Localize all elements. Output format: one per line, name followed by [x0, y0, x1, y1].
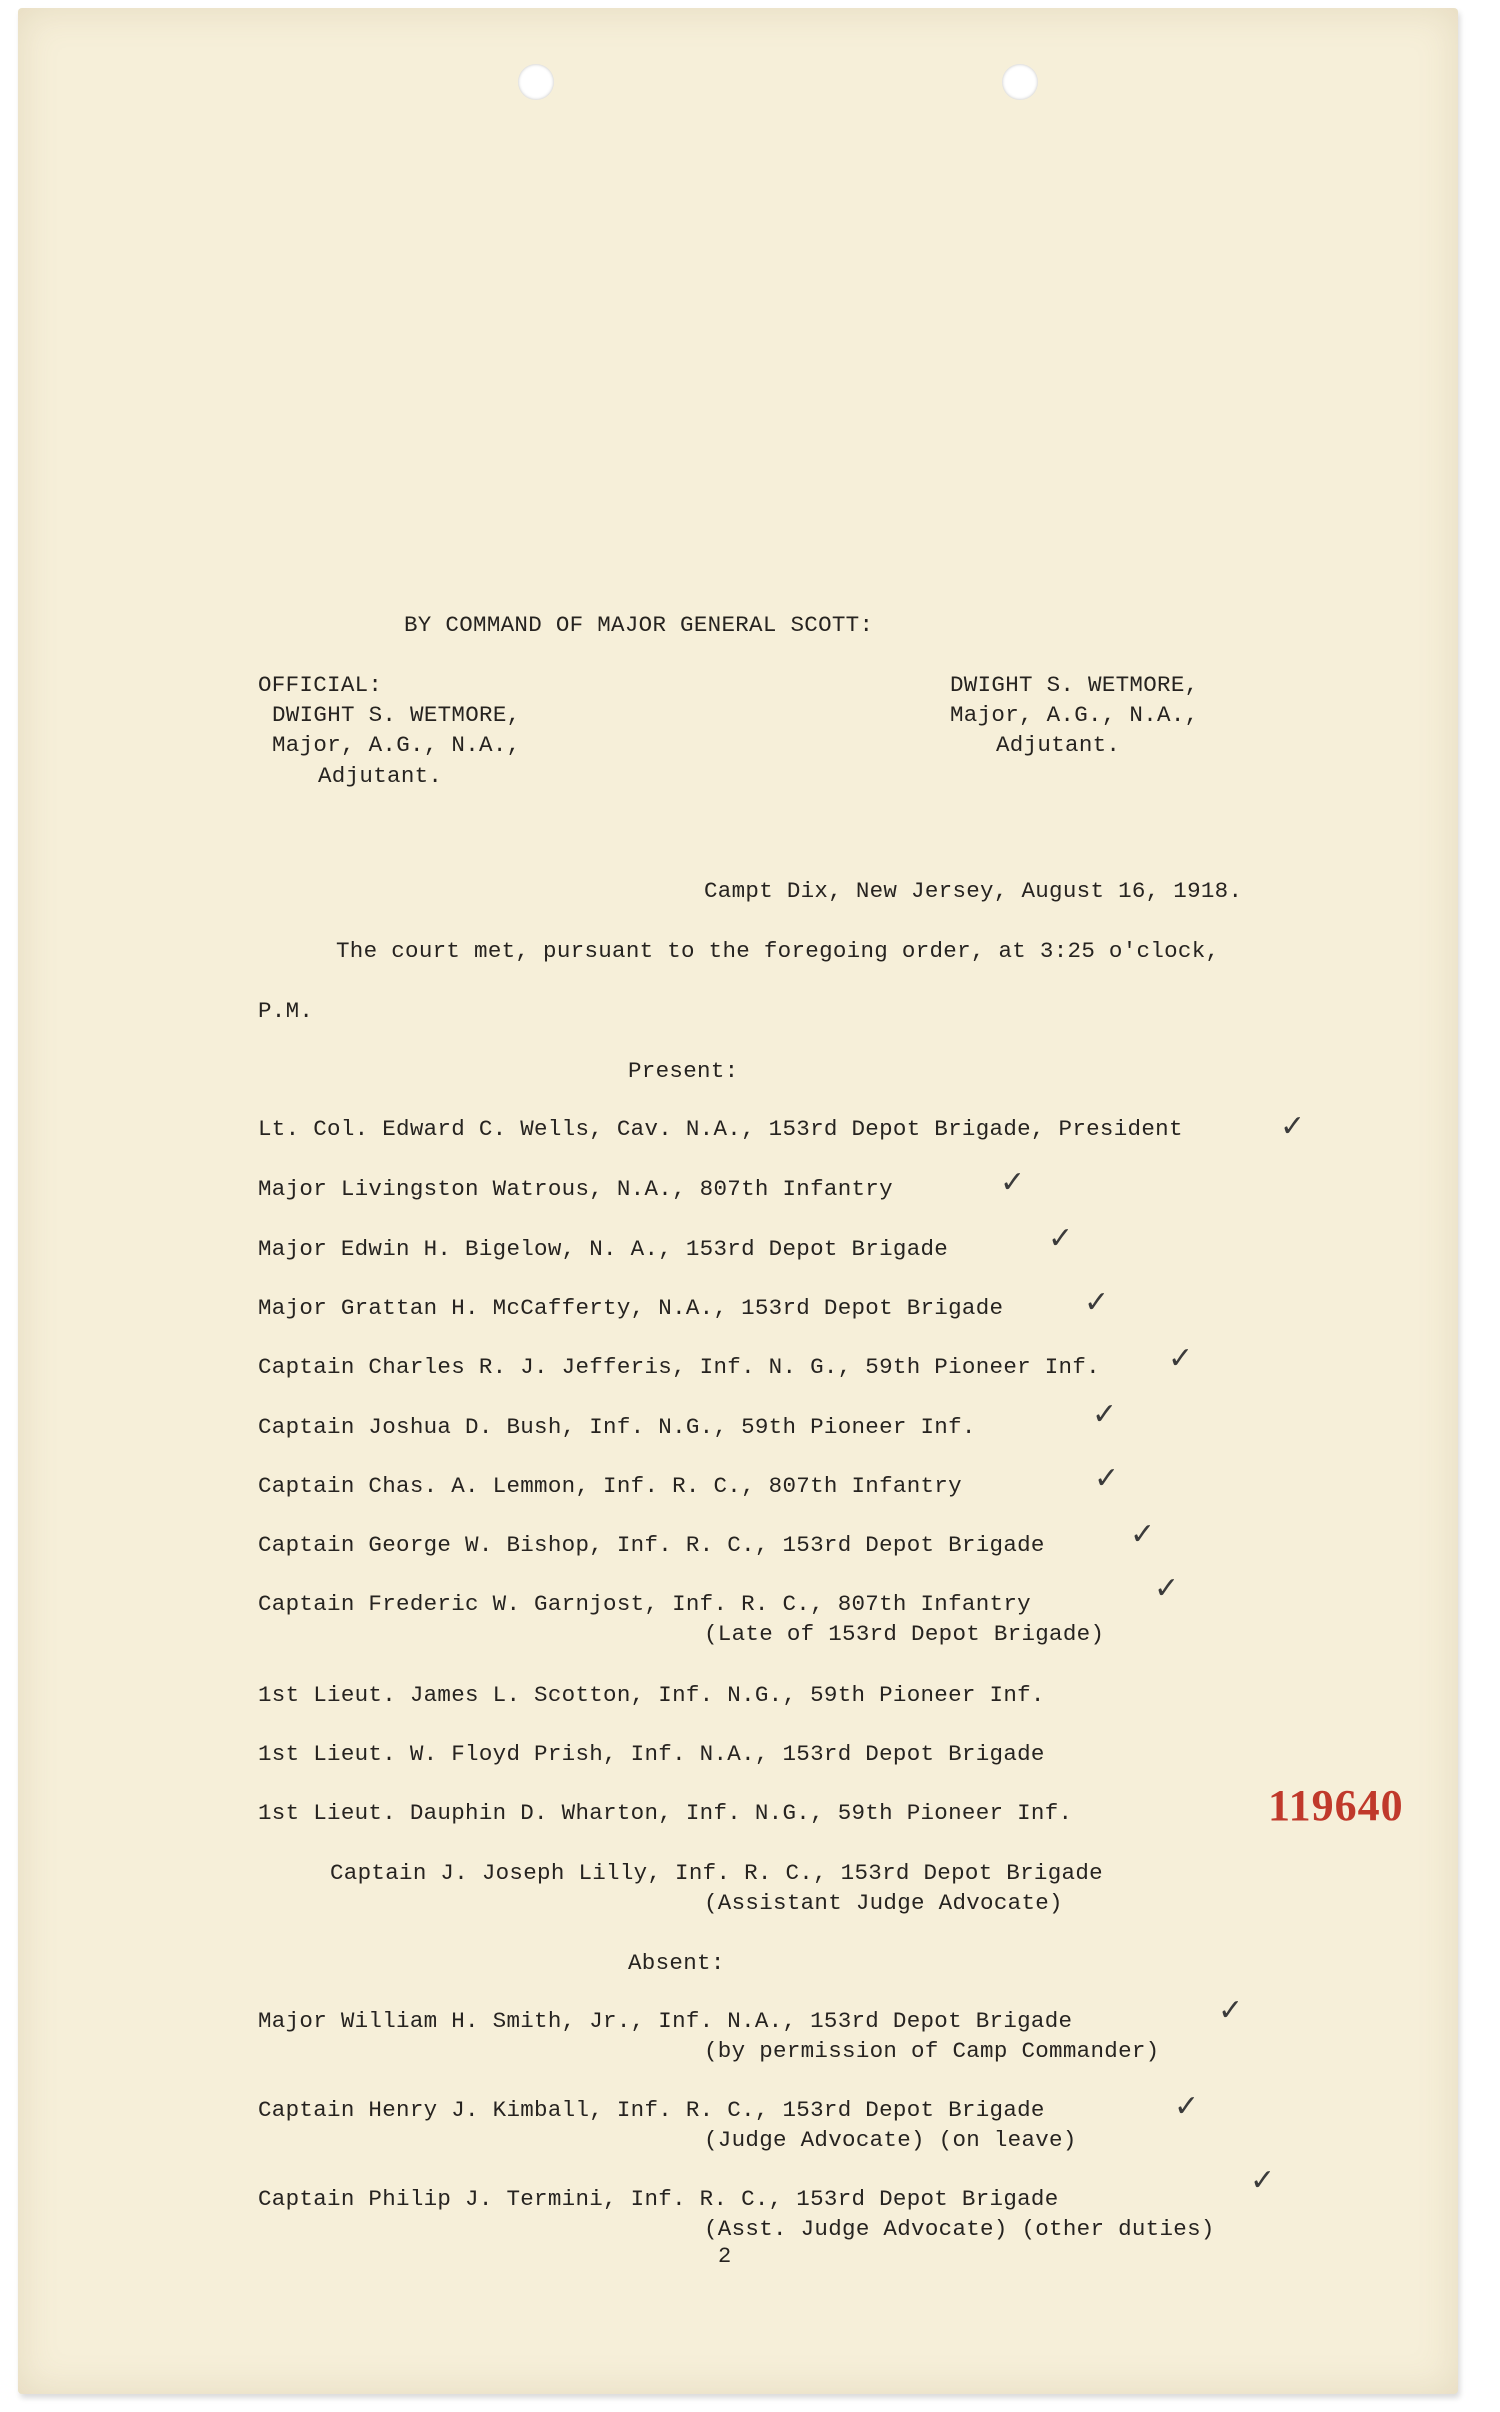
checkmark-icon: ✓ — [1168, 1341, 1194, 1376]
checkmark-icon: ✓ — [1154, 1571, 1180, 1606]
present-member: Captain Joshua D. Bush, Inf. N.G., 59th Pioneer Inf. — [258, 1414, 976, 1440]
judge-advocate: Captain J. Joseph Lilly, Inf. R. C., 153rd Depot Brigade — [330, 1860, 1103, 1886]
absent-heading: Absent: — [628, 1950, 725, 1976]
present-member: Major Edwin H. Bigelow, N. A., 153rd Depot Brigade — [258, 1236, 949, 1262]
signature-name: DWIGHT S. WETMORE, — [950, 672, 1199, 698]
checkmark-icon: ✓ — [1130, 1517, 1156, 1552]
checkmark-icon: ✓ — [1048, 1221, 1074, 1256]
present-member: Captain George W. Bishop, Inf. R. C., 153rd Depot Brigade — [258, 1532, 1045, 1558]
command-line: BY COMMAND OF MAJOR GENERAL SCOTT: — [404, 612, 874, 638]
punch-hole-left — [518, 64, 554, 100]
checkmark-icon: ✓ — [1174, 2089, 1200, 2124]
present-member: Captain Charles R. J. Jefferis, Inf. N. G., 59th Pioneer Inf. — [258, 1354, 1100, 1380]
intro-line-2: P.M. — [258, 998, 314, 1024]
present-heading: Present: — [628, 1058, 739, 1084]
absent-member-note: (Asst. Judge Advocate) (other duties) — [704, 2216, 1215, 2242]
official-label: OFFICIAL: — [258, 672, 383, 698]
dateline: Campt Dix, New Jersey, August 16, 1918. — [704, 878, 1243, 904]
present-member: Lt. Col. Edward C. Wells, Cav. N.A., 153rd Depot Brigade, President — [258, 1116, 1183, 1142]
present-member: 1st Lieut. W. Floyd Prish, Inf. N.A., 153rd Depot Brigade — [258, 1741, 1045, 1767]
absent-member: Captain Henry J. Kimball, Inf. R. C., 153rd Depot Brigade — [258, 2097, 1045, 2123]
present-member: Major Grattan H. McCafferty, N.A., 153rd Depot Brigade — [258, 1295, 1004, 1321]
signature-rank: Major, A.G., N.A., — [950, 702, 1199, 728]
official-title: Adjutant. — [318, 763, 443, 789]
present-member: Captain Frederic W. Garnjost, Inf. R. C., 807th Infantry — [258, 1591, 1031, 1617]
present-member: Captain Chas. A. Lemmon, Inf. R. C., 807th Infantry — [258, 1473, 962, 1499]
checkmark-icon: ✓ — [1250, 2163, 1276, 2198]
document-page — [18, 8, 1458, 2394]
present-member: 1st Lieut. Dauphin D. Wharton, Inf. N.G., 59th Pioneer Inf. — [258, 1800, 1073, 1826]
judge-advocate-note: (Assistant Judge Advocate) — [704, 1890, 1063, 1916]
absent-member-note: (Judge Advocate) (on leave) — [704, 2127, 1077, 2153]
checkmark-icon: ✓ — [1092, 1397, 1118, 1432]
document-number-stamp: 119640 — [1268, 1781, 1404, 1830]
official-name: DWIGHT S. WETMORE, — [272, 702, 521, 728]
present-member-note: (Late of 153rd Depot Brigade) — [704, 1621, 1105, 1647]
checkmark-icon: ✓ — [1000, 1165, 1026, 1200]
checkmark-icon: ✓ — [1094, 1461, 1120, 1496]
punch-hole-right — [1002, 64, 1038, 100]
present-member: Major Livingston Watrous, N.A., 807th Infantry — [258, 1176, 893, 1202]
absent-member: Captain Philip J. Termini, Inf. R. C., 153rd Depot Brigade — [258, 2186, 1059, 2212]
checkmark-icon: ✓ — [1280, 1109, 1306, 1144]
checkmark-icon: ✓ — [1218, 1993, 1244, 2028]
checkmark-icon: ✓ — [1084, 1285, 1110, 1320]
present-member: 1st Lieut. James L. Scotton, Inf. N.G., 59th Pioneer Inf. — [258, 1682, 1045, 1708]
signature-title: Adjutant. — [996, 732, 1121, 758]
absent-member: Major William H. Smith, Jr., Inf. N.A., 153rd Depot Brigade — [258, 2008, 1073, 2034]
intro-line-1: The court met, pursuant to the foregoing order, at 3:25 o'clock, — [336, 938, 1220, 964]
page-number: 2 — [718, 2244, 732, 2269]
absent-member-note: (by permission of Camp Commander) — [704, 2038, 1160, 2064]
official-rank: Major, A.G., N.A., — [272, 732, 521, 758]
